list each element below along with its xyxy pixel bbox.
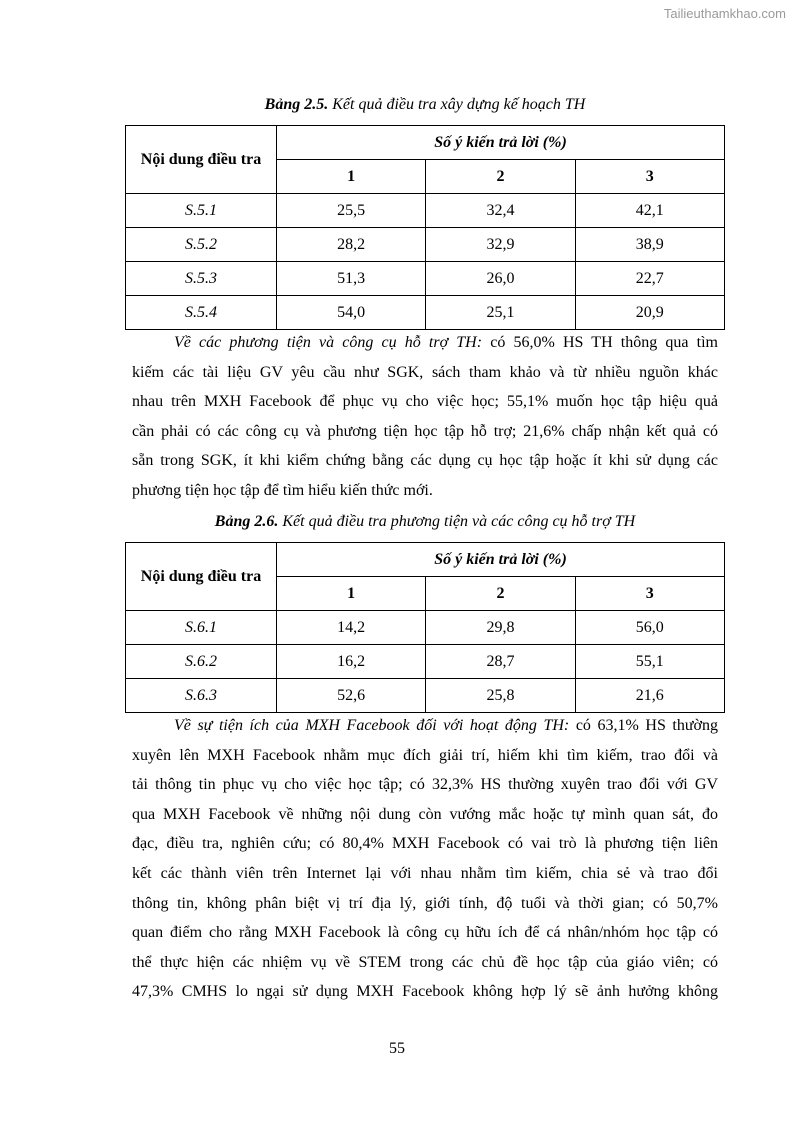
header-content: Nội dung điều tra [126, 126, 277, 194]
text-line: 47,3% CMHS lo ngại sử dụng MXH Facebook không hợp lý sẽ ảnh hưởng không [132, 983, 718, 1001]
text-line: nhau trên MXH Facebook để phục vụ cho việc học; 55,1% muốn học tập hiệu quả [132, 393, 718, 411]
cell: 56,0 [575, 611, 724, 645]
cell: 22,7 [575, 262, 724, 296]
cell: 32,4 [426, 194, 575, 228]
table-2-5-caption [125, 96, 725, 114]
text-line: cần phải có các công cụ và phương tiện học tập hỗ trợ; 21,6% chấp nhận kết quả có [132, 422, 718, 440]
cell: 25,5 [277, 194, 426, 228]
text-line: tải thông tin phục vụ cho việc học tập; có 32,3% HS thường xuyên trao đổi với GV [132, 776, 718, 794]
watermark: Tailieuthamkhao.com [663, 6, 786, 21]
cell: 28,7 [426, 645, 575, 679]
cell: 21,6 [575, 679, 724, 713]
table-row [126, 228, 725, 262]
row-label: S.5.3 [126, 262, 277, 296]
paragraph-tools [132, 328, 718, 506]
cell: 25,8 [426, 679, 575, 713]
text-line: phương tiện học tập để tìm hiểu kiến thức mới. [132, 481, 433, 499]
header-group: Số ý kiến trả lời (%) [277, 543, 725, 577]
column-header: 1 [277, 577, 426, 611]
cell: 14,2 [277, 611, 426, 645]
cell: 32,9 [426, 228, 575, 262]
column-header: 3 [575, 577, 724, 611]
row-label: S.6.1 [126, 611, 277, 645]
cell: 55,1 [575, 645, 724, 679]
column-header: 3 [575, 160, 724, 194]
cell: 51,3 [277, 262, 426, 296]
cell: 38,9 [575, 228, 724, 262]
table-row [126, 611, 725, 645]
paragraph-facebook [132, 711, 718, 1007]
column-header: 2 [426, 577, 575, 611]
paragraph-lead: Về các phương tiện và công cụ hỗ trợ TH: [174, 334, 483, 351]
caption-label: Bảng 2.6. [214, 513, 279, 530]
text-line: xuyên lên MXH Facebook nhằm mục đích giải trí, hiếm khi tìm kiếm, trao đổi và [132, 746, 718, 764]
caption-text: Kết quả điều tra phương tiện và các công cụ hỗ trợ TH [278, 513, 636, 530]
cell: 29,8 [426, 611, 575, 645]
text-line: kết các thành viên trên Internet lại với nhau nhằm tìm kiếm, chia sẻ và trao đổi [132, 864, 718, 882]
row-label: S.5.4 [126, 296, 277, 330]
table-row [126, 194, 725, 228]
text-line: Về các phương tiện và công cụ hỗ trợ TH: có 56,0% HS TH thông qua tìm [174, 334, 718, 351]
row-label: S.5.1 [126, 194, 277, 228]
cell: 52,6 [277, 679, 426, 713]
text-line: thông tin, không phân biệt vị trí địa lý, giới tính, độ tuổi và thời gian; có 50,7% [132, 894, 718, 912]
caption-text: Kết quả điều tra xây dựng kế hoạch TH [328, 96, 586, 113]
text-line: Về sự tiện ích của MXH Facebook đối với hoạt động TH: có 63,1% HS thường [174, 717, 718, 734]
row-label: S.6.2 [126, 645, 277, 679]
cell: 54,0 [277, 296, 426, 330]
text-line: qua MXH Facebook về những nội dung còn vướng mắc hoặc tự mình quan sát, đo [132, 805, 718, 823]
header-content: Nội dung điều tra [126, 543, 277, 611]
table-row [126, 262, 725, 296]
cell: 42,1 [575, 194, 724, 228]
column-header: 2 [426, 160, 575, 194]
table-2-5 [125, 125, 725, 330]
text-line: sẵn trong SGK, ít khi kiểm chứng bằng các dụng cụ học tập hoặc ít khi sử dụng các [132, 452, 718, 470]
text-line: kiếm các tài liệu GV yêu cầu như SGK, sách tham khảo và từ nhiều nguồn khác [132, 363, 718, 381]
header-group: Số ý kiến trả lời (%) [277, 126, 725, 160]
table-2-6 [125, 542, 725, 713]
row-label: S.5.2 [126, 228, 277, 262]
table-row [126, 296, 725, 330]
cell: 25,1 [426, 296, 575, 330]
cell: 26,0 [426, 262, 575, 296]
cell: 20,9 [575, 296, 724, 330]
text-line: thể thực hiện các nhiệm vụ về STEM trong các chủ đề học tập của giáo viên; có [132, 953, 718, 971]
row-label: S.6.3 [126, 679, 277, 713]
cell: 16,2 [277, 645, 426, 679]
column-header: 1 [277, 160, 426, 194]
table-row [126, 679, 725, 713]
caption-label: Bảng 2.5. [264, 96, 329, 113]
page-number: 55 [389, 1040, 405, 1057]
table-row [126, 645, 725, 679]
table-2-6-caption [125, 513, 725, 531]
paragraph-lead: Về sự tiện ích của MXH Facebook đối với hoạt động TH: [174, 717, 570, 734]
cell: 28,2 [277, 228, 426, 262]
text-line: đạc, điều tra, nghiên cứu; có 80,4% MXH Facebook có vai trò là phương tiện liên [132, 835, 718, 853]
text-line: quan điểm cho rằng MXH Facebook là công cụ hữu ích để cá nhân/nhóm học tập có [132, 924, 718, 942]
